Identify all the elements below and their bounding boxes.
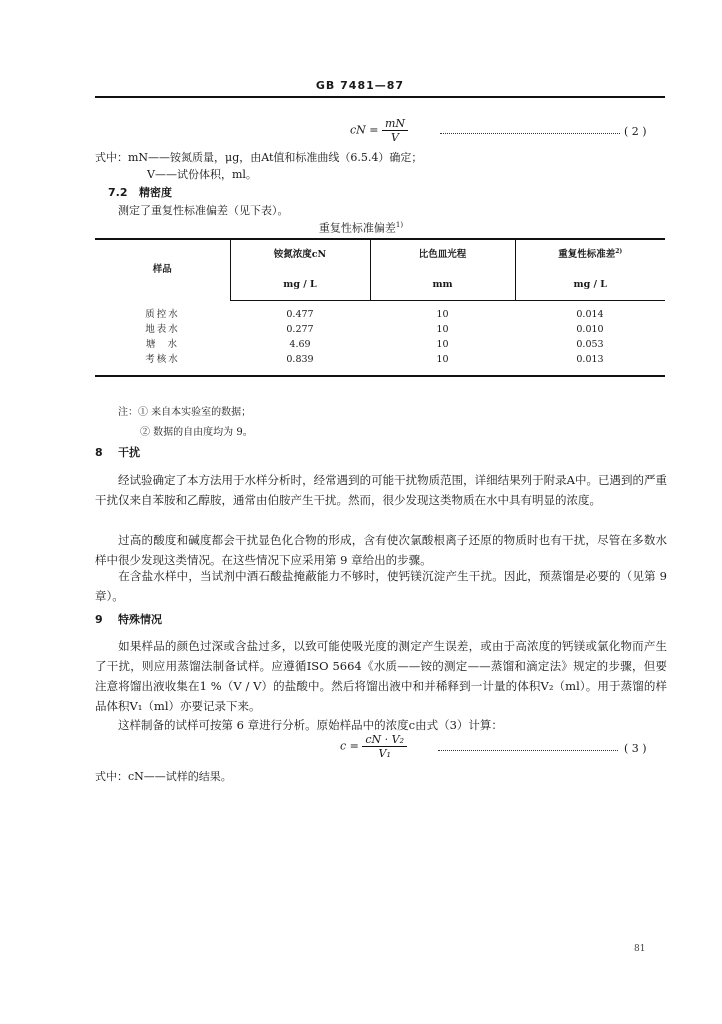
formula-2-leader <box>440 133 620 134</box>
unit-std-dev: mg / L <box>515 270 665 301</box>
formula-3-fraction <box>362 733 407 760</box>
section-8-paragraph-1: 经试验确定了本方法用于水样分析时，经常遇到的可能干扰物质范围，详细结果列于附录A中。已遇到的严重干扰仅来自苯胺和乙醇胺，通常由伯胺产生干扰。然而，很少发现这类物质在水中具有明显的浓度。 <box>95 473 667 507</box>
formula-3-denominator: V₁ <box>378 747 391 760</box>
section-7-2-heading <box>108 185 172 201</box>
section-8-number: 8 <box>95 446 103 459</box>
formula-2-lhs: cN = <box>350 123 379 137</box>
section-7-2-title: 精密度 <box>139 186 172 199</box>
formula-3-leader <box>438 750 618 751</box>
standard-code-header: GB 7481—87 <box>315 79 405 92</box>
section-8-heading <box>95 445 140 461</box>
table-title <box>0 220 722 237</box>
unit-path: mm <box>370 270 515 301</box>
page-number: 81 <box>634 944 646 954</box>
table-title-text: 重复性标准偏差 <box>318 221 396 235</box>
table-note-1: 注：① 来自本实验室的数据； <box>118 407 252 418</box>
section-7-2-intro: 测定了重复性标准偏差（见下表）。 <box>118 204 289 217</box>
section-9-paragraph-1: 如果样品的颜色过深或含盐过多，以致可能使吸光度的测定产生误差，或由于高浓度的钙镁或氯化物而产生了干扰，则应用蒸馏法制备试样。应遵循ISO 5664《水质——铵的测定——蒸馏和滴定法》规定的步骤，但要注意将馏出液收集在1 %（V / V）的盐酸中。然后将馏出液中和并稀释到一计量的体积V₂（ml）。用于蒸馏的样品体积V₁（ml）亦要记录下来。 <box>95 639 667 713</box>
header-rule <box>95 96 665 98</box>
table-row: 塘 水 4.69 10 0.053 <box>145 339 604 350</box>
section-9-title: 特殊情况 <box>117 613 162 626</box>
repeatability-table <box>95 238 665 377</box>
table-notes <box>118 403 253 443</box>
formula-2-numerator: mN <box>382 117 408 131</box>
header-std-dev: 重复性标准差$^{2)}$ <box>515 239 665 270</box>
table-row: 考核水 0.839 10 0.013 <box>95 352 665 376</box>
formula-3-number: ( 3 ) <box>624 742 647 755</box>
section-8-paragraph-3: 在含盐水样中，当试剂中酒石酸盐掩蔽能力不够时，使钙镁沉淀产生干扰。因此，预蒸馏是必要的（见第 9 章）。 <box>95 569 667 603</box>
table-note-2: ② 数据的自由度均为 9。 <box>140 427 253 438</box>
formula-2-denominator: V <box>391 131 399 144</box>
table-row: 地表水 0.277 10 0.010 <box>145 324 604 335</box>
section-9-paragraph-2: 这样制备的试样可按第 6 章进行分析。原始样品中的浓度c由式（3）计算： <box>118 718 503 732</box>
formula-3-numerator: cN · V₂ <box>362 733 407 747</box>
formula-3 <box>340 733 407 760</box>
formula-2-explanation-2: V——试份体积，ml。 <box>147 168 257 181</box>
section-8-paragraph-2: 过高的酸度和碱度都会干扰显色化合物的形成，含有使次氯酸根离子还原的物质时也有干扰，尽管在多数水样中很少发现这类情况。在这些情况下应采用第 9 章给出的步骤。 <box>95 533 667 567</box>
section-8-title: 干扰 <box>117 446 140 459</box>
section-9-number: 9 <box>95 613 103 626</box>
section-7-2-number: 7.2 <box>108 186 128 199</box>
formula-3-lhs: c = <box>340 739 359 753</box>
formula-2-fraction <box>382 117 408 144</box>
header-concentration: 铵氮浓度cN <box>230 239 370 270</box>
section-9-heading <box>95 612 162 628</box>
formula-3-explanation: 式中：cN——试样的结果。 <box>95 770 232 783</box>
formula-2 <box>350 117 408 144</box>
header-sample: 样品 <box>95 239 230 301</box>
unit-concentration: mg / L <box>230 270 370 301</box>
header-path: 比色皿光程 <box>370 239 515 270</box>
table-title-note: 1) <box>395 221 404 229</box>
table-row: 质控水 0.477 10 0.014 <box>145 308 604 320</box>
formula-2-explanation-1: 式中：mN——铵氮质量，μg，由At值和标准曲线（6.5.4）确定； <box>95 151 423 164</box>
formula-2-number: ( 2 ) <box>624 125 647 138</box>
